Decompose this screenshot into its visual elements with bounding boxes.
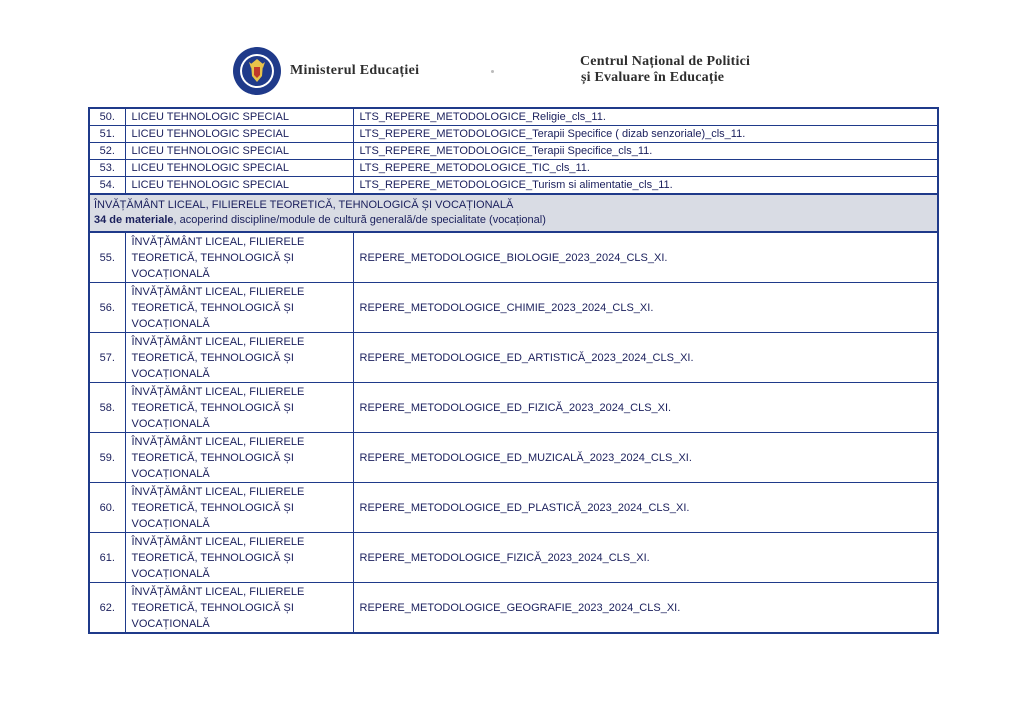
- table-row: [89, 232, 938, 283]
- materials-table: [88, 107, 939, 634]
- table-row: [89, 383, 938, 433]
- section-header-row: [89, 194, 938, 232]
- file-name: REPERE_METODOLOGICE_FIZICĂ_2023_2024_CLS_XI.: [353, 533, 938, 583]
- government-seal-icon: [232, 46, 282, 96]
- center-name-line1: Centrul Național de Politici: [580, 54, 751, 69]
- table-row: [89, 533, 938, 583]
- ministry-logo: [232, 46, 419, 96]
- table-body-bottom: [89, 232, 938, 633]
- school-type: ÎNVĂȚĂMÂNT LICEAL, FILIERELE TEORETICĂ, TEHNOLOGICĂ ȘI VOCAȚIONALĂ: [125, 333, 353, 383]
- row-number: 52.: [89, 143, 125, 160]
- school-type: ÎNVĂȚĂMÂNT LICEAL, FILIERELE TEORETICĂ, TEHNOLOGICĂ ȘI VOCAȚIONALĂ: [125, 583, 353, 634]
- page-header: [0, 44, 1024, 104]
- table-row: [89, 108, 938, 126]
- row-number: 57.: [89, 333, 125, 383]
- file-name: REPERE_METODOLOGICE_GEOGRAFIE_2023_2024_CLS_XI.: [353, 583, 938, 634]
- file-name: REPERE_METODOLOGICE_ED_ARTISTICĂ_2023_2024_CLS_XI.: [353, 333, 938, 383]
- file-name: LTS_REPERE_METODOLOGICE_TIC_cls_11.: [353, 160, 938, 177]
- row-number: 58.: [89, 383, 125, 433]
- file-name: REPERE_METODOLOGICE_BIOLOGIE_2023_2024_CLS_XI.: [353, 232, 938, 283]
- file-name: REPERE_METODOLOGICE_ED_MUZICALĂ_2023_2024_CLS_XI.: [353, 433, 938, 483]
- section-header-cell: [89, 194, 938, 232]
- table-row: [89, 160, 938, 177]
- table-row: [89, 283, 938, 333]
- row-number: 53.: [89, 160, 125, 177]
- table-row: [89, 583, 938, 634]
- section-count-rest: , acoperind discipline/module de cultură generală/de specialitate (vocațional): [173, 214, 546, 226]
- school-type: ÎNVĂȚĂMÂNT LICEAL, FILIERELE TEORETICĂ, TEHNOLOGICĂ ȘI VOCAȚIONALĂ: [125, 433, 353, 483]
- row-number: 56.: [89, 283, 125, 333]
- school-type: LICEU TEHNOLOGIC SPECIAL: [125, 160, 353, 177]
- school-type: LICEU TEHNOLOGIC SPECIAL: [125, 126, 353, 143]
- section-title: ÎNVĂȚĂMÂNT LICEAL, FILIERELE TEORETICĂ, TEHNOLOGICĂ ȘI VOCAȚIONALĂ: [94, 199, 514, 211]
- row-number: 50.: [89, 108, 125, 126]
- table-row: [89, 143, 938, 160]
- school-type: ÎNVĂȚĂMÂNT LICEAL, FILIERELE TEORETICĂ, TEHNOLOGICĂ ȘI VOCAȚIONALĂ: [125, 533, 353, 583]
- file-name: LTS_REPERE_METODOLOGICE_Terapii Specifice ( dizab senzoriale)_cls_11.: [353, 126, 938, 143]
- section-header-body: [89, 194, 938, 232]
- table-row: [89, 433, 938, 483]
- section-count: [94, 213, 933, 228]
- table-row: [89, 177, 938, 195]
- school-type: ÎNVĂȚĂMÂNT LICEAL, FILIERELE TEORETICĂ, TEHNOLOGICĂ ȘI VOCAȚIONALĂ: [125, 383, 353, 433]
- ministry-name: Ministerul Educației: [290, 63, 420, 78]
- row-number: 55.: [89, 232, 125, 283]
- school-type: ÎNVĂȚĂMÂNT LICEAL, FILIERELE TEORETICĂ, TEHNOLOGICĂ ȘI VOCAȚIONALĂ: [125, 232, 353, 283]
- row-number: 60.: [89, 483, 125, 533]
- school-type: LICEU TEHNOLOGIC SPECIAL: [125, 143, 353, 160]
- center-name: [580, 54, 750, 86]
- table-row: [89, 483, 938, 533]
- school-type: LICEU TEHNOLOGIC SPECIAL: [125, 108, 353, 126]
- file-name: REPERE_METODOLOGICE_CHIMIE_2023_2024_CLS_XI.: [353, 283, 938, 333]
- file-name: REPERE_METODOLOGICE_ED_PLASTICĂ_2023_2024_CLS_XI.: [353, 483, 938, 533]
- center-name-line2: și Evaluare în Educație: [581, 70, 725, 85]
- row-number: 51.: [89, 126, 125, 143]
- school-type: ÎNVĂȚĂMÂNT LICEAL, FILIERELE TEORETICĂ, TEHNOLOGICĂ ȘI VOCAȚIONALĂ: [125, 483, 353, 533]
- table-row: [89, 126, 938, 143]
- table-row: [89, 333, 938, 383]
- row-number: 61.: [89, 533, 125, 583]
- row-number: 59.: [89, 433, 125, 483]
- separator-dot: [491, 70, 494, 73]
- row-number: 54.: [89, 177, 125, 195]
- row-number: 62.: [89, 583, 125, 634]
- school-type: ÎNVĂȚĂMÂNT LICEAL, FILIERELE TEORETICĂ, TEHNOLOGICĂ ȘI VOCAȚIONALĂ: [125, 283, 353, 333]
- file-name: REPERE_METODOLOGICE_ED_FIZICĂ_2023_2024_CLS_XI.: [353, 383, 938, 433]
- school-type: LICEU TEHNOLOGIC SPECIAL: [125, 177, 353, 195]
- file-name: LTS_REPERE_METODOLOGICE_Turism si alimentatie_cls_11.: [353, 177, 938, 195]
- file-name: LTS_REPERE_METODOLOGICE_Terapii Specifice_cls_11.: [353, 143, 938, 160]
- table-body-top: [89, 108, 938, 194]
- section-count-bold: 34 de materiale: [94, 214, 174, 226]
- file-name: LTS_REPERE_METODOLOGICE_Religie_cls_11.: [353, 108, 938, 126]
